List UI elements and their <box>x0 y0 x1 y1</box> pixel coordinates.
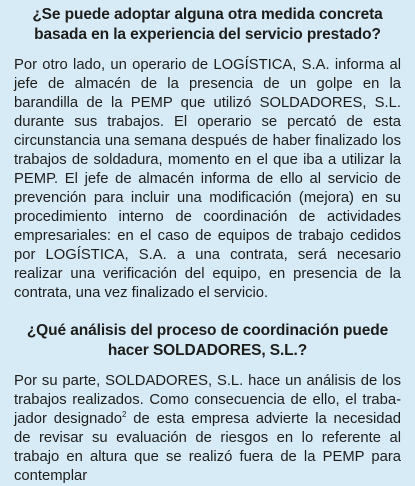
question-heading-1: ¿Se puede adoptar alguna otra medida concreta basada en la experiencia del servicio prestado? <box>32 6 383 43</box>
question-heading-2: ¿Qué análisis del proceso de coordinación puede hacer SOLDADORES, S.L.? <box>26 322 389 359</box>
answer-paragraph-1: Por otro lado, un operario de LOGÍSTICA, S.A. informa al jefe de almacén de la presencia de un golpe en la barandilla de la PEMP que utilizó SOLDADORES, S.L. durante sus trabajos. El operario se percató de esta circunstancia una semana después de haber finalizado los trabajos de soldadura, momento en el que iba a utilizar la PEMP. El jefe de almacén informa de ello al servicio de prevención para incluir una modificación (mejora) en su procedimiento interno de coordinación de actividades empresariales: en el caso de equipos de trabajo cedidos por LOGÍSTICA, S.A. a una contrata, será necesario realizar una verificación del equipo, en presencia de la contrata, una vez finalizado el servicio. <box>14 57 401 301</box>
paragraph-text-after-note: de esta empresa advierte la necesidad de revisar su evaluación de riesgos en lo referente al trabajo en altura que se realizó fuera de la PEMP para contemplar <box>14 411 401 484</box>
answer-paragraph-2 <box>14 372 401 486</box>
paragraph-text-before-note: Por su parte, SOLDADORES, S.L. hace un análisis de los trabajos realizados. Como consecuencia de ello, el trabajador designado <box>14 373 401 427</box>
footnote-marker: 2 <box>122 410 127 420</box>
